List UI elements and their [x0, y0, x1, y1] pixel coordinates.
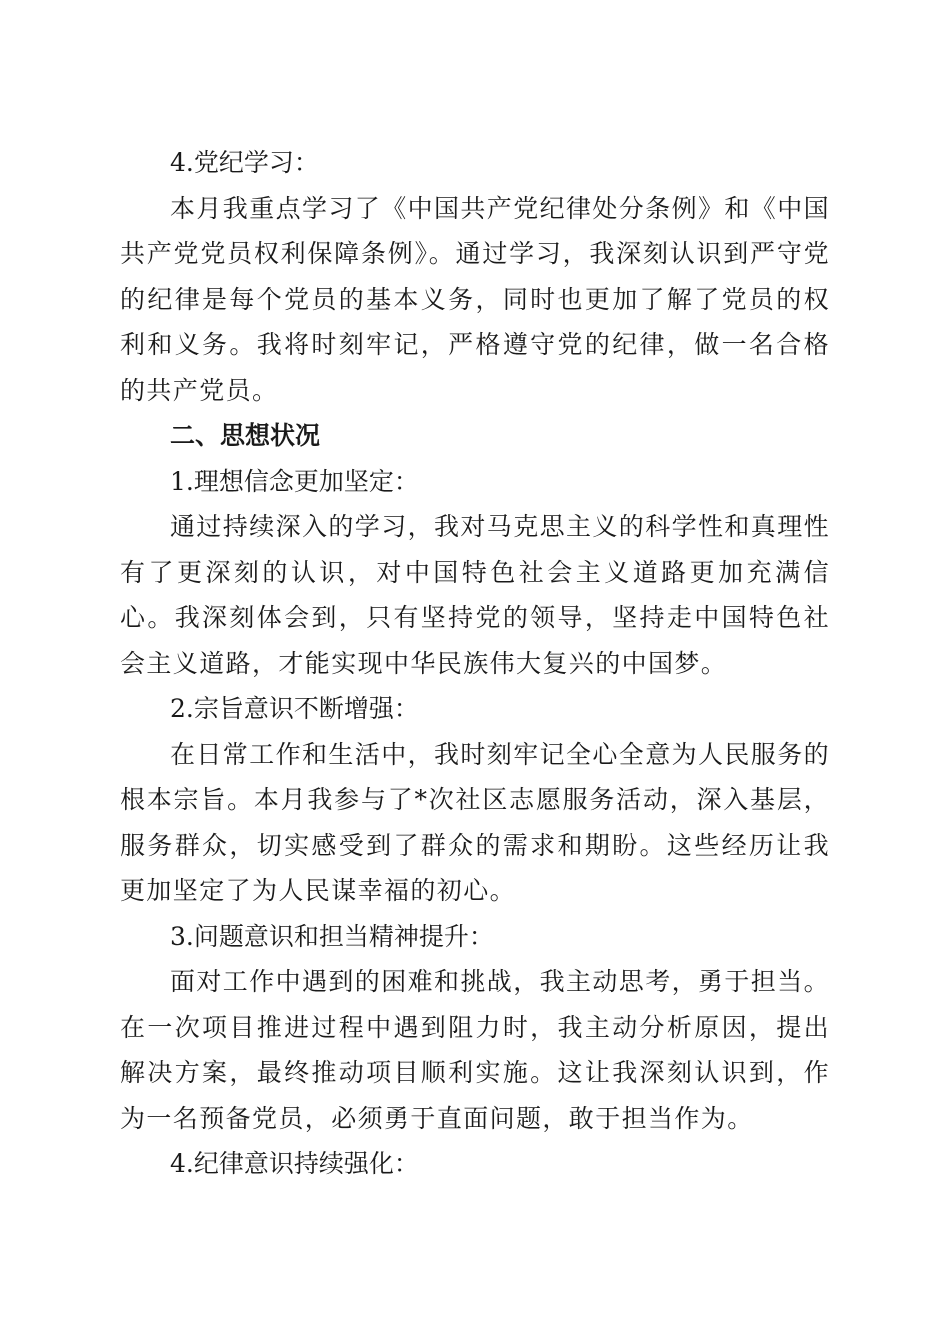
item-heading-responsibility: 3.问题意识和担当精神提升：: [170, 921, 494, 951]
item-heading-purpose: 2.宗旨意识不断增强：: [170, 694, 419, 723]
item-heading-discipline: 4.纪律意识持续强化：: [170, 1149, 419, 1178]
paragraph-purpose: 在日常工作和生活中，我时刻牢记全心全意为人民服务的根本宗旨。本月我参与了*次社区志愿服务活动，深入基层，服务群众，切实感受到了群众的需求和期盼。这些经历让我更加坚定了为人民谋幸福的初心。: [120, 739, 831, 905]
item-heading-ideals: 1.理想信念更加坚定：: [170, 466, 419, 496]
paragraph-party-discipline: 本月我重点学习了《中国共产党纪律处分条例》和《中国共产党党员权利保障条例》。通过学习，我深刻认识到严守党的纪律是每个党员的基本义务，同时也更加了解了党员的权利和义务。我将时刻牢记，严格遵守党的纪律，做一名合格的共产党员。: [120, 193, 831, 405]
paragraph-responsibility: 面对工作中遇到的困难和挑战，我主动思考，勇于担当。在一次项目推进过程中遇到阻力时，我主动分析原因，提出解决方案，最终推动项目顺利实施。这让我深刻认识到，作为一名预备党员，必须勇于直面问题，敢于担当作为。: [120, 967, 831, 1133]
section-title-ideological-status: 二、思想状况: [170, 421, 321, 450]
paragraph-ideals: 通过持续深入的学习，我对马克思主义的科学性和真理性有了更深刻的认识，对中国特色社会主义道路更加充满信心。我深刻体会到，只有坚持党的领导，坚持走中国特色社会主义道路，才能实现中华民族伟大复兴的中国梦。: [120, 512, 831, 678]
section-heading-party-discipline: 4.党纪学习：: [170, 148, 319, 177]
